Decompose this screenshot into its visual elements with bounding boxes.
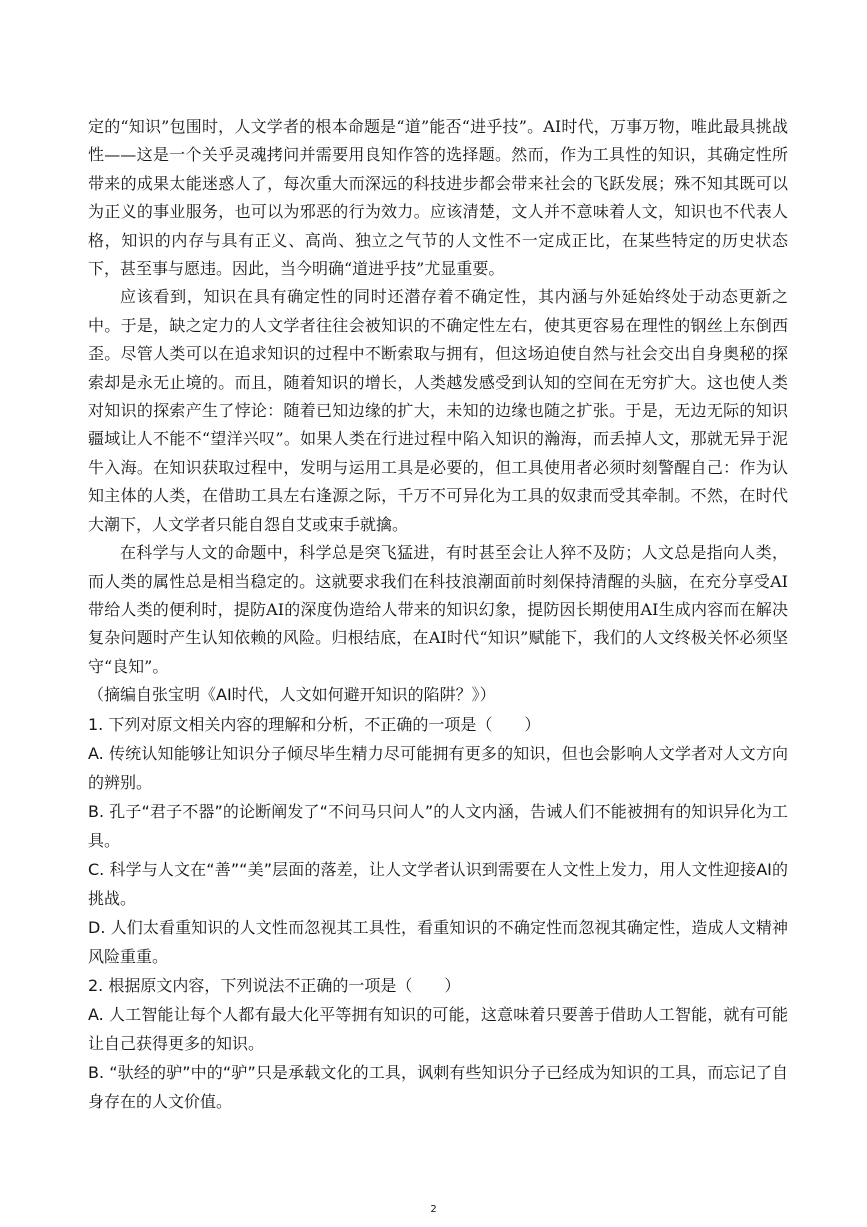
document-body — [88, 113, 788, 1116]
question-option-c: C. 科学与人文在“善”“美”层面的落差，让人文学者认识到需要在人文性上发力，用人文性迎接AI的挑战。 — [88, 859, 788, 908]
question-option-b: B. 孔子“君子不器”的论断阐发了“不问马只问人”的人文内涵，告诫人们不能被拥有的知识异化为工具。 — [88, 801, 788, 850]
question-1 — [88, 710, 788, 971]
article-paragraph-1: 定的“知识”包围时，人文学者的根本命题是“道”能否“进乎技”。AI时代，万事万物，唯此最具挑战性——这是一个关乎灵魂拷问并需要用良知作答的选择题。然而，作为工具性的知识，其确定性所带来的成果太能迷惑人了，每次重大而深远的科技进步都会带来社会的飞跃发展；殊不知其既可以为正义的事业服务，也可以为邪恶的行为效力。应该清楚，文人并不意味着人文，知识也不代表人格，知识的内存与具有正义、高尚、独立之气节的人文性不一定成正比，在某些特定的历史状态下，甚至事与愿违。因此，当今明确“道进乎技”尤显重要。 — [88, 117, 788, 279]
article-paragraph-2: 应该看到，知识在具有确定性的同时还潜存着不确定性，其内涵与外延始终处于动态更新之中。于是，缺之定力的人文学者往往会被知识的不确定性左右，使其更容易在理性的钢丝上东倒西歪。尽管人类可以在追求知识的过程中不断索取与拥有，但这场迫使自然与社会交出自身奥秘的探索却是永无止境的。而且，随着知识的增长，人类越发感受到认知的空间在无穷扩大。这也使人类对知识的探索产生了悖论：随着已知边缘的扩大，未知的边缘也随之扩张。于是，无边无际的知识疆域让人不能不“望洋兴叹”。如果人类在行进过程中陷入知识的瀚海，而丢掉人文，那就无异于泥牛入海。在知识获取过程中，发明与运用工具是必要的，但工具使用者必须时刻警醒自己：作为认知主体的人类，在借助工具左右逢源之际，千万不可异化为工具的奴隶而受其牵制。不然，在时代大潮下，人文学者只能自怨自艾或束手就擒。 — [88, 287, 788, 534]
question-stem: 2. 根据原文内容，下列说法不正确的一项是（ ） — [88, 975, 461, 995]
question-2 — [88, 971, 788, 1116]
question-option-a: A. 人工智能让每个人都有最大化平等拥有知识的可能，这意味着只要善于借助人工智能，就有可能让自己获得更多的知识。 — [88, 1004, 788, 1053]
page-number: 2 — [430, 1204, 437, 1215]
question-stem: 1. 下列对原文相关内容的理解和分析，不正确的一项是（ ） — [88, 714, 541, 734]
question-option-d: D. 人们太看重知识的人文性而忽视其工具性，看重知识的不确定性而忽视其确定性，造成人文精神风险重重。 — [88, 917, 788, 966]
question-option-a: A. 传统认知能够让知识分子倾尽毕生精力尽可能拥有更多的知识，但也会影响人文学者对人文方向的辨别。 — [88, 743, 788, 792]
article-paragraph-3: 在科学与人文的命题中，科学总是突飞猛进，有时甚至会让人猝不及防；人文总是指向人类，而人类的属性总是相当稳定的。这就要求我们在科技浪潮面前时刻保持清醒的头脑，在充分享受AI带给人类的便利时，提防AI的深度伪造给人带来的知识幻象，提防因长期使用AI生成内容而在解决复杂问题时产生认知依赖的风险。归根结底，在AI时代“知识”赋能下，我们的人文终极关怀必须坚守“良知”。 — [88, 543, 788, 676]
question-option-b: B. “驮经的驴”中的“驴”只是承载文化的工具，讽刺有些知识分子已经成为知识的工具，而忘记了自身存在的人文价值。 — [88, 1062, 788, 1111]
article-source: （摘编自张宝明《AI时代，人文如何避开知识的陷阱？》） — [88, 685, 496, 705]
